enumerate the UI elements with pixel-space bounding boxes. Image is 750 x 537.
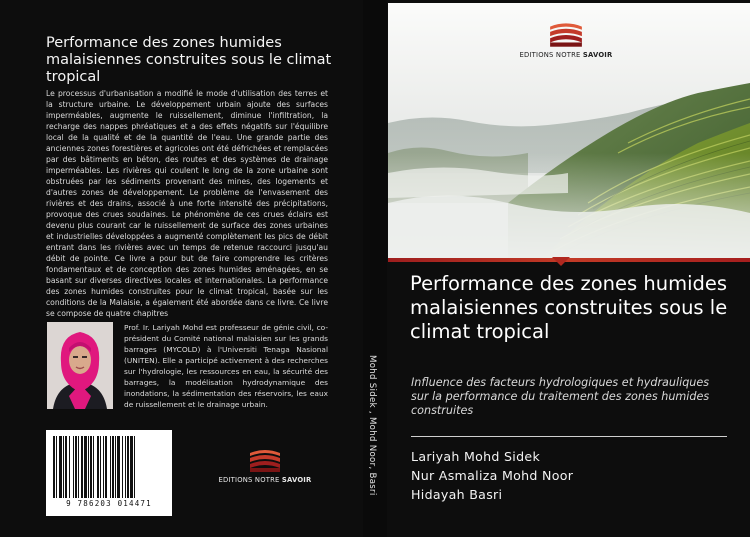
- book-stack-icon: [548, 20, 584, 48]
- front-cover-subtitle: Influence des facteurs hydrologiques et hydrauliques sur la performance du traitement des zones humides construites: [411, 376, 710, 417]
- author-bio: Prof. Ir. Lariyah Mohd est professeur de génie civil, co-président du Comité national malaisien sur les grands barrages (MYCOLD) à l'Universiti Tenaga Nasional (UNITEN). Elle a participé activement à des recherches sur l'hydrologie, les ressources en eau, la sécurité des barrages, la modélisation hydrodynamique des inondations, la sédimentation des réservoirs, les eaux de ruissellement et le drainage urbain.: [124, 323, 328, 409]
- author-photo: [47, 322, 113, 409]
- author-name: Hidayah Basri: [411, 487, 503, 502]
- author-name: Lariyah Mohd Sidek: [411, 449, 541, 464]
- divider: [411, 436, 727, 437]
- book-stack-icon: [248, 447, 282, 473]
- back-cover-blurb: Le processus d'urbanisation a modifié le mode d'utilisation des terres et la structure urbaine. Le développement urbain ajoute des surfaces imperméables, augmente le ruissellement, diminue l'infiltration, la recharge des nappes phréatiques et a des effets négatifs sur l'équilibre local de la qualité et de la quantité de l'eau. Une grande partie des anciennes zones forestières et agricoles ont été défrichées et remplacées par des bâtiments en béton, des routes et des systèmes de drainage imperméables. Les rivières qui coulent le long de la zone urbaine sont obstruées par les sédiments provenant des mines, des logements et d'autres zones de développement. Le problème de l'envasement des rivières et des drains, associé à une forte intensité des précipitations, provoque des crues soudaines. Le phénomène de ces crues éclairs est devenu plus courant car le ruissellement de surface des zones urbaines et industrielles développées a augmenté complètement les pics de débit entrant dans les rivières avec un temps de retenue raccourci jusqu'au débit de pointe. Ce livre a pour but de faire comprendre les critères fondamentaux et de conception des zones humides aménagées, en se basant sur diverses directives locales et internationales. La performance des zones humides construites pour le climat tropical, basée sur les conditions de la Malaisie, a également été abordée dans ce livre. Ce livre se compose de quatre chapitres: [46, 89, 328, 318]
- front-cover-title: Performance des zones humides malaisiennes construites sous le climat tropical: [410, 272, 728, 343]
- publisher-name-prefix: EDITIONS NOTRE: [519, 51, 583, 59]
- author-list: [411, 447, 731, 504]
- publisher-name-bold: SAVOIR: [281, 476, 312, 484]
- spine-authors: Mohd Sidek , Mohd Noor, Basri: [367, 355, 377, 496]
- accent-notch: [552, 257, 570, 266]
- isbn-barcode: [46, 430, 172, 516]
- publisher-logo-front: [506, 20, 626, 59]
- author-name: Nur Asmaliza Mohd Noor: [411, 468, 574, 483]
- publisher-name-prefix: EDITIONS NOTRE: [218, 476, 282, 484]
- publisher-name-bold: SAVOIR: [582, 51, 613, 59]
- barcode-number: 9 786203 014471: [66, 499, 152, 508]
- back-cover-title: Performance des zones humides malaisiennes construites sous le climat tropical: [46, 35, 332, 85]
- publisher-logo-back: [210, 447, 320, 484]
